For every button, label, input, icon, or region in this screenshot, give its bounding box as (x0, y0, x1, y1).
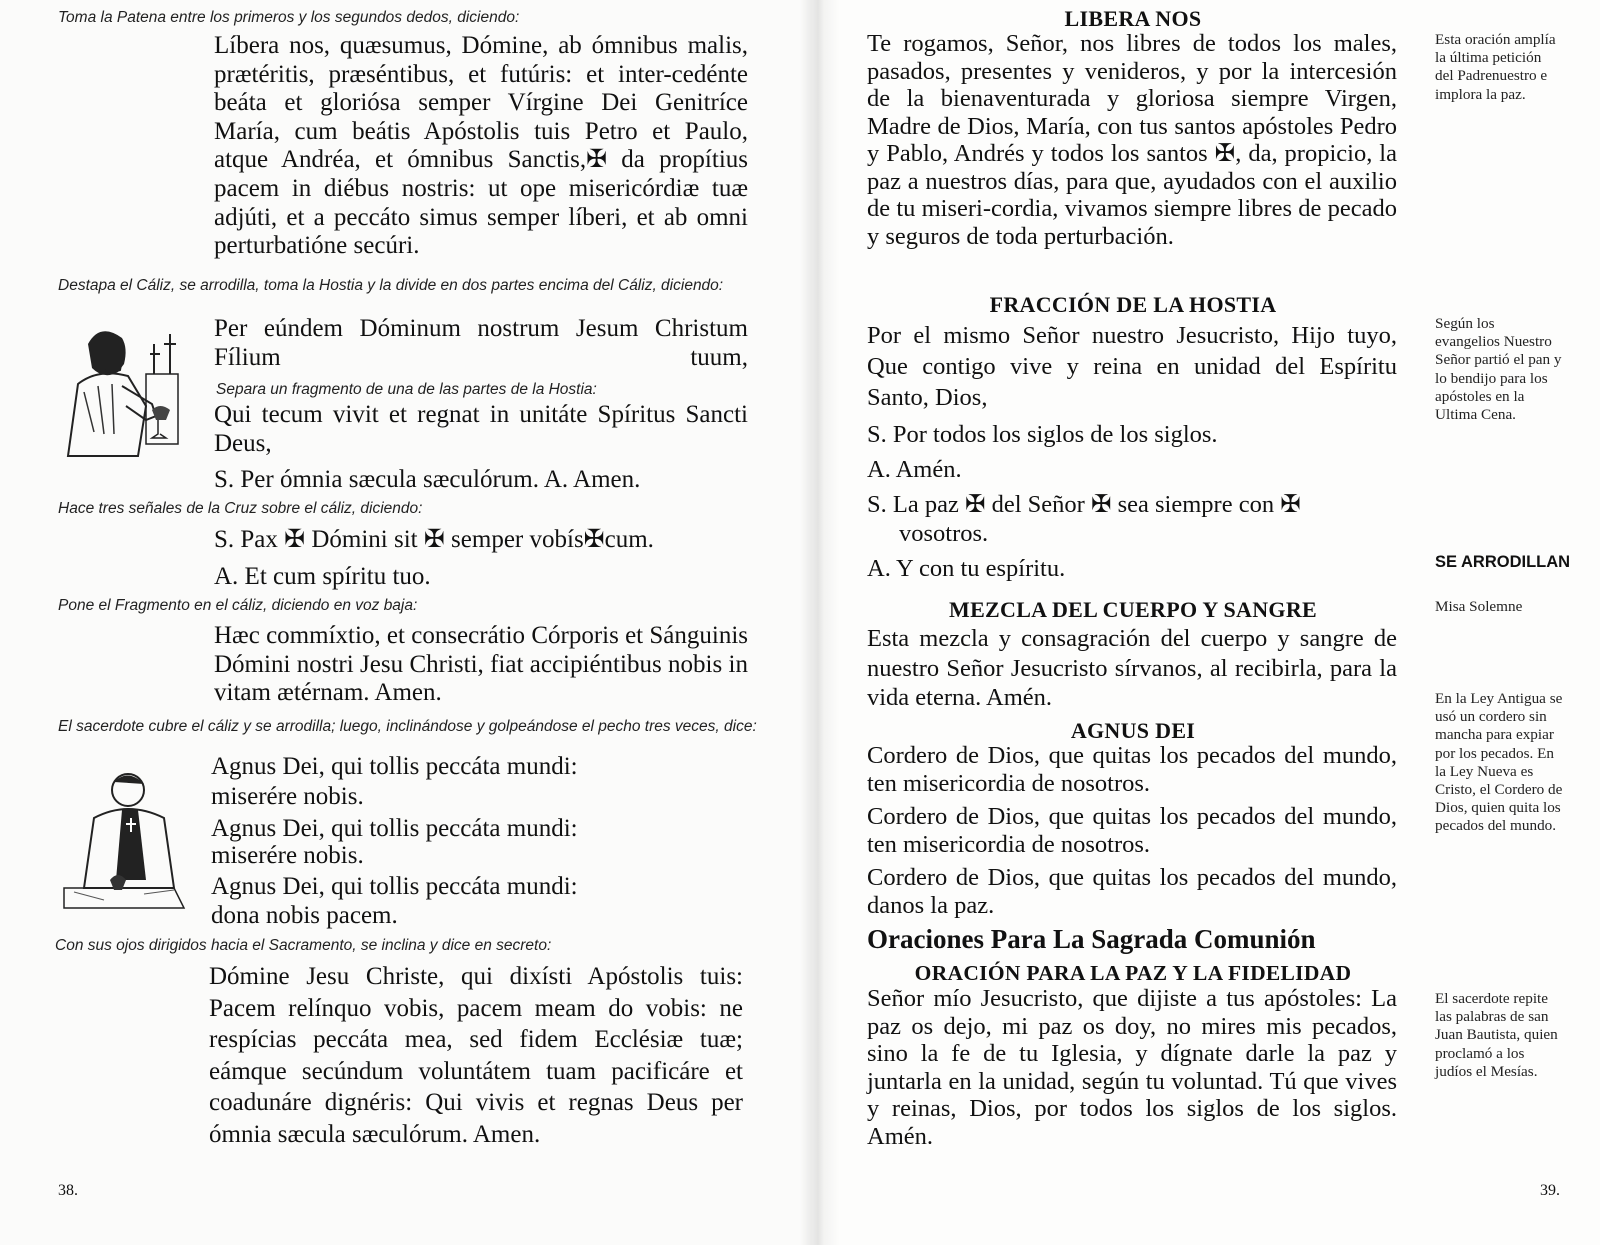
rubric-separate-fragment: Separa un fragmento de una de las partes de la Hostia: (216, 381, 597, 398)
heading-oraciones-comunion: Oraciones Para La Sagrada Comunión (867, 924, 1316, 954)
s-la-paz-line: S. La paz ✠ del Señor ✠ sea siempre con ✠ (867, 491, 1301, 518)
rubric-cover-chalice: El sacerdote cubre el cáliz y se arrodilla; luego, inclinándose y golpeándose el pecho tres veces, dice: (58, 718, 757, 735)
s-por-todos-line: S. Por todos los siglos de los siglos. (867, 421, 1218, 448)
agnus-line: Agnus Dei, qui tollis peccáta mundi: (211, 873, 578, 900)
rubric-eyes-on-sacrament: Con sus ojos dirigidos hacia el Sacramento, se inclina y dice en secreto: (55, 937, 552, 954)
agnus-line: Agnus Dei, qui tollis peccáta mundi: (211, 753, 578, 780)
agnus-line: miserére nobis. (211, 842, 364, 869)
page-number-left: 38. (58, 1182, 78, 1199)
pax-domini-line: S. Pax ✠ Dómini sit ✠ semper vobís✠cum. (214, 526, 654, 553)
heading-oracion-paz: ORACIÓN PARA LA PAZ Y LA FIDELIDAD (914, 961, 1352, 985)
rubric-uncover-chalice: Destapa el Cáliz, se arrodilla, toma la Hostia y la divide en dos partes encima del Cáliz, diciendo: (58, 277, 724, 294)
heading-libera-nos: LIBERA NOS (1064, 6, 1202, 31)
heading-agnus-dei: AGNUS DEI (1070, 718, 1196, 743)
sidenote-juan-bautista: El sacerdote repite las palabras de san Juan Bautista, quien proclamó a los judíos el Mesías. (1435, 990, 1558, 1080)
rubric-take-paten: Toma la Patena entre los primeros y los segundos dedos, diciendo: (58, 9, 520, 26)
a-y-con-tu-espiritu-line: A. Y con tu espíritu. (867, 555, 1066, 582)
sidenote-misa-solemne: Misa Solemne (1435, 598, 1523, 615)
sidenote-cordero: En la Ley Antigua se usó un cordero sin mancha para expiar por los pecados. En la Ley Nueva es Cristo, el Cordero de Dios, quien quita los pecados del mundo. (1435, 690, 1563, 835)
a-amen-line: A. Amén. (867, 456, 962, 483)
priest-kneeling-illustration (54, 768, 188, 916)
per-eundem-latin: Per eúndem Dóminum nostrum Jesum Christum Fílium tuum, (214, 315, 748, 371)
rubric-three-crosses: Hace tres señales de la Cruz sobre el cáliz, diciendo: (58, 500, 423, 517)
domine-jesu-latin: Dómine Jesu Christe, qui dixísti Apóstolis tuis: Pacem relínquo vobis, pacem meam do vobis: ne respícias peccáta mea, sed fidem Ecclésiæ tuæ; eámque secúndum voluntátem tuam pacificáre et coadunáre dignéris: Qui vivis et regnas Deus per ómnia sæcula sæculórum. Amen. (209, 963, 743, 1148)
et-cum-spiritu-line: A. Et cum spíritu tuo. (214, 563, 431, 590)
cordero-paragraph-2: Cordero de Dios, que quitas los pecados del mundo, ten misericordia de nosotros. (867, 803, 1397, 858)
page-number-right: 39. (1540, 1182, 1560, 1199)
priest-breaking-host-illustration (58, 314, 186, 466)
agnus-line: miserére nobis. (211, 783, 364, 810)
por-el-mismo-spanish: Por el mismo Señor nuestro Jesucristo, Hijo tuyo, Que contigo vive y reina en unidad del Espíritu Santo, Dios, (867, 322, 1397, 411)
senor-mio-spanish: Señor mío Jesucristo, que dijiste a tus apóstoles: La paz os dejo, mi paz os doy, no mires mis pecados, sino la fe de tu Iglesia, y dígnate darle la paz y juntarla en la unidad, según tu voluntad. Tú que vives y reinas, Dios, por todos los siglos de los siglos. Amén. (867, 985, 1397, 1150)
agnus-line: dona nobis pacem. (211, 902, 398, 929)
per-omnia-response: S. Per ómnia sæcula sæculórum. A. Amen. (214, 466, 641, 493)
libera-nos-latin: Líbera nos, quæsumus, Dómine, ab ómnibus malis, prætéritis, præséntibus, et futúris: et inter-cedénte beáta et gloriósa semper Vírgine Dei Genitríce María, cum beátis Apóstolis tuis Petro et Paulo, atque Andréa, et ómnibus Sanctis,✠ da propítius pacem in diébus nostris: ut ope misericórdiæ tuæ adjúti, et a peccáto simus semper líberi, et ab omni perturbatióne secúri. (214, 32, 748, 260)
sidenote-fraccion: Según los evangelios Nuestro Señor partió el pan y lo bendijo para los apóstoles en la Ultima Cena. (1435, 315, 1562, 424)
right-page (812, 0, 1600, 1245)
cordero-paragraph-1: Cordero de Dios, que quitas los pecados del mundo, ten misericordia de nosotros. (867, 742, 1397, 797)
haec-commixtio-latin: Hæc commíxtio, et consecrátio Córporis et Sánguinis Dómini nostri Jesu Christi, fiat accipiéntibus nobis in vitam ætérnam. Amen. (214, 622, 748, 707)
qui-tecum-latin: Qui tecum vivit et regnat in unitáte Spíritus Sancti Deus, (214, 401, 748, 457)
sidenote-libera: Esta oración amplía la última petición del Padrenuestro e implora la paz. (1435, 31, 1556, 103)
rubric-fragment-in-chalice: Pone el Fragmento en el cáliz, diciendo en voz baja: (58, 597, 418, 614)
heading-mezcla: MEZCLA DEL CUERPO Y SANGRE (949, 597, 1317, 622)
heading-fraccion: FRACCIÓN DE LA HOSTIA (989, 292, 1277, 317)
libera-nos-spanish: Te rogamos, Señor, nos libres de todos los males, pasados, presentes y venideros, y por la intercesión de la bienaventurada y gloriosa siempre Virgen, Madre de Dios, María, con tus santos apóstoles Pedro y Pablo, Andrés y todos los santos ✠, da, propicio, la paz a nuestros días, para que, ayudados con el auxilio de tu miseri-cordia, vivamos siempre libres de pecado y seguros de toda perturbación. (867, 30, 1397, 250)
sidenote-se-arrodillan: SE ARRODILLAN (1435, 553, 1571, 571)
s-la-paz-continuation: vosotros. (899, 520, 989, 547)
book-gutter-shadow (800, 0, 840, 1245)
agnus-line: Agnus Dei, qui tollis peccáta mundi: (211, 815, 578, 842)
cordero-paragraph-3: Cordero de Dios, que quitas los pecados del mundo, danos la paz. (867, 864, 1397, 919)
esta-mezcla-spanish: Esta mezcla y consagración del cuerpo y sangre de nuestro Señor Jesucristo sírvanos, al recibirla, para la vida eterna. Amén. (867, 625, 1397, 711)
